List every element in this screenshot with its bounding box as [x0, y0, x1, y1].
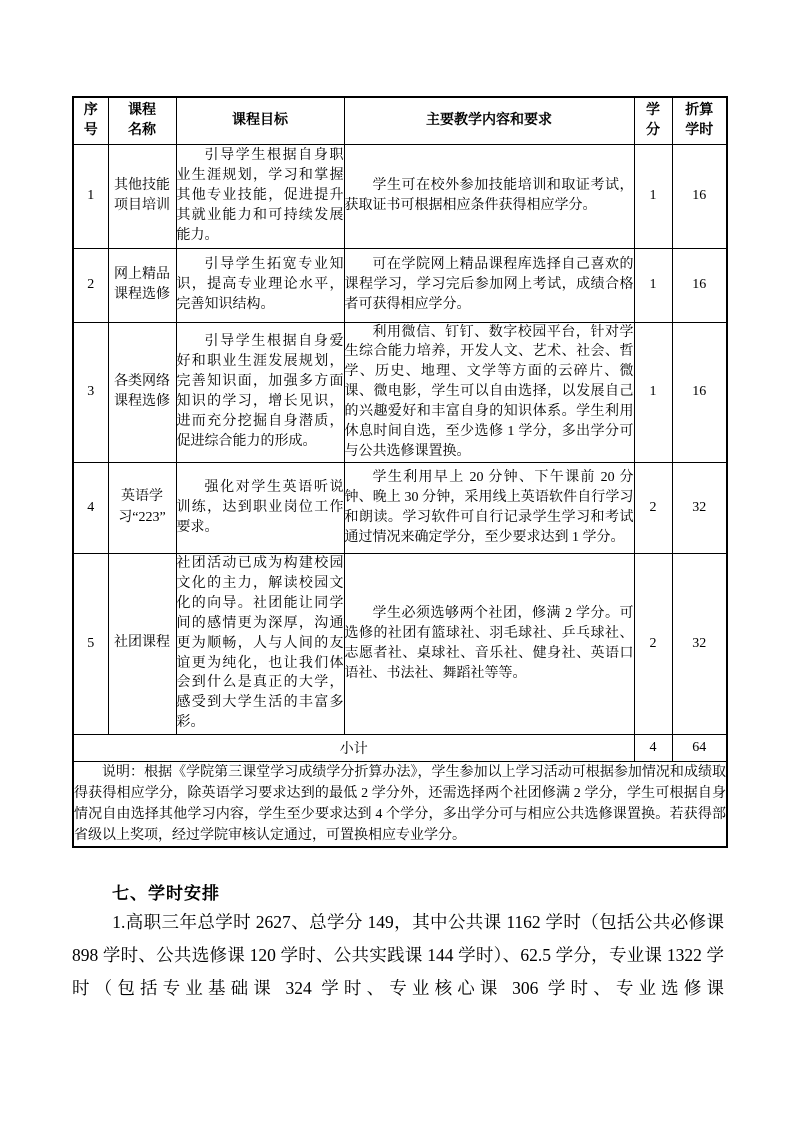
body-paragraph: 1.高职三年总学时 2627、总学分 149，其中公共课 1162 学时（包括公共必修课 898 学时、公共选修课 120 学时、公共实践课 144 学时）、62.5 学分，专业课 1322 学时（包括专业基础课 324 学时、专业核心课 306 学时、专业选修课: [72, 912, 724, 998]
cell-row3-name: 各类网络课程选修: [108, 322, 176, 462]
header-cell-content: 主要教学内容和要求: [344, 97, 634, 144]
cell-row2-name: 网上精品课程选修: [108, 248, 176, 322]
cell-row4-credit: 2: [634, 462, 672, 553]
header-cell-name: [108, 97, 176, 144]
subtotal-row: [73, 734, 727, 761]
note-text: 说明：根据《学院第三课堂学习成绩学分折算办法》，学生参加以上学习活动可根据参加情况和成绩取得获得相应学分，除英语学习要求达到的最低 2 学分外，还需选择两个社团修满 2 学分，学生可根据自身情况自由选择其他学习内容，学生至少要求达到 4 个学分，多出学分可与相应公共选修课置换。若获得部省级以上奖项，经过学院审核认定通过，可置换相应专业学分。: [74, 764, 726, 843]
table-row: [73, 462, 727, 553]
cell-row3-objective: 引导学生根据自身爱好和职业生涯发展规划，完善知识面，加强多方面知识的学习，增长见识，进而充分挖掘自身潜质，促进综合能力的形成。: [176, 322, 344, 462]
cell-row5-credit: 2: [634, 553, 672, 734]
note-row: [73, 761, 727, 847]
cell-row3-content: 利用微信、钉钉、数字校园平台，针对学生综合能力培养，开发人文、艺术、社会、哲学、历史、地理、文学等方面的云碎片、微课、微电影，学生可以自由选择，以发展自己的兴趣爱好和丰富自身的知识体系。学生利用休息时间自选，至少选修 1 学分，多出学分可与公共选修课置换。: [344, 322, 634, 462]
subtotal-label: 小计: [73, 734, 634, 761]
cell-row3-no: 3: [73, 322, 108, 462]
cell-row1-credit: 1: [634, 144, 672, 248]
cell-row4-content: 学生利用早上 20 分钟、下午课前 20 分钟、晚上 30 分钟，采用线上英语软件自行学习和朗读。学习软件可自行记录学生学习和考试通过情况来确定学分，至少要求达到 1 学分。: [344, 462, 634, 553]
subtotal-credit: 4: [634, 734, 672, 761]
header-cell-no: [73, 97, 108, 144]
cell-row5-name: 社团课程: [108, 553, 176, 734]
cell-row4-no: 4: [73, 462, 108, 553]
header-cell-hours: [672, 97, 727, 144]
cell-row1-hours: 16: [672, 144, 727, 248]
header-cell-objective: 课程目标: [176, 97, 344, 144]
cell-row5-no: 5: [73, 553, 108, 734]
table-row: [73, 248, 727, 322]
cell-row3-credit: 1: [634, 322, 672, 462]
header-label-credit: 学分: [646, 103, 660, 138]
subtotal-hours: 64: [672, 734, 727, 761]
cell-row2-no: 2: [73, 248, 108, 322]
cell-row4-name: 英语学习“223”: [108, 462, 176, 553]
cell-row4-objective: 强化对学生英语听说训练，达到职业岗位工作要求。: [176, 462, 344, 553]
header-label-name: 课程名称: [128, 103, 156, 138]
note-cell: [73, 761, 727, 847]
table-header-row: [73, 97, 727, 144]
cell-row1-no: 1: [73, 144, 108, 248]
header-label-no: 序号: [83, 103, 98, 138]
cell-row4-hours: 32: [672, 462, 727, 553]
cell-row3-hours: 16: [672, 322, 727, 462]
section-heading: 七、学时安排: [112, 884, 220, 903]
cell-row1-objective: 引导学生根据自身职业生涯规划，学习和掌握其他专业技能，促进提升其就业能力和可持续发展能力。: [176, 144, 344, 248]
cell-row1-content: 学生可在校外参加技能培训和取证考试，获取证书可根据相应条件获得相应学分。: [344, 144, 634, 248]
cell-row2-objective: 引导学生拓宽专业知识，提高专业理论水平，完善知识结构。: [176, 248, 344, 322]
table-row: [73, 553, 727, 734]
cell-row2-hours: 16: [672, 248, 727, 322]
table-row: [73, 322, 727, 462]
header-label-hours: 折算学时: [685, 103, 714, 138]
cell-row5-objective: 社团活动已成为构建校园文化的主力，解读校园文化的向导。社团能让同学间的感情更为深厚，沟通更为顺畅，人与人间的友谊更为纯化，也让我们体会到什么是真正的大学，感受到大学生活的丰富多彩。: [176, 553, 344, 734]
cell-row2-content: 可在学院网上精品课程库选择自己喜欢的课程学习，学习完后参加网上考试，成绩合格者可获得相应学分。: [344, 248, 634, 322]
cell-row5-content: 学生必须选够两个社团，修满 2 学分。可选修的社团有篮球社、羽毛球社、乒乓球社、志愿者社、桌球社、音乐社、健身社、英语口语社、书法社、舞蹈社等等。: [344, 553, 634, 734]
table-row: [73, 144, 727, 248]
cell-row1-name: 其他技能项目培训: [108, 144, 176, 248]
curriculum-table: [72, 96, 728, 848]
cell-row5-hours: 32: [672, 553, 727, 734]
cell-row2-credit: 1: [634, 248, 672, 322]
header-cell-credit: [634, 97, 672, 144]
